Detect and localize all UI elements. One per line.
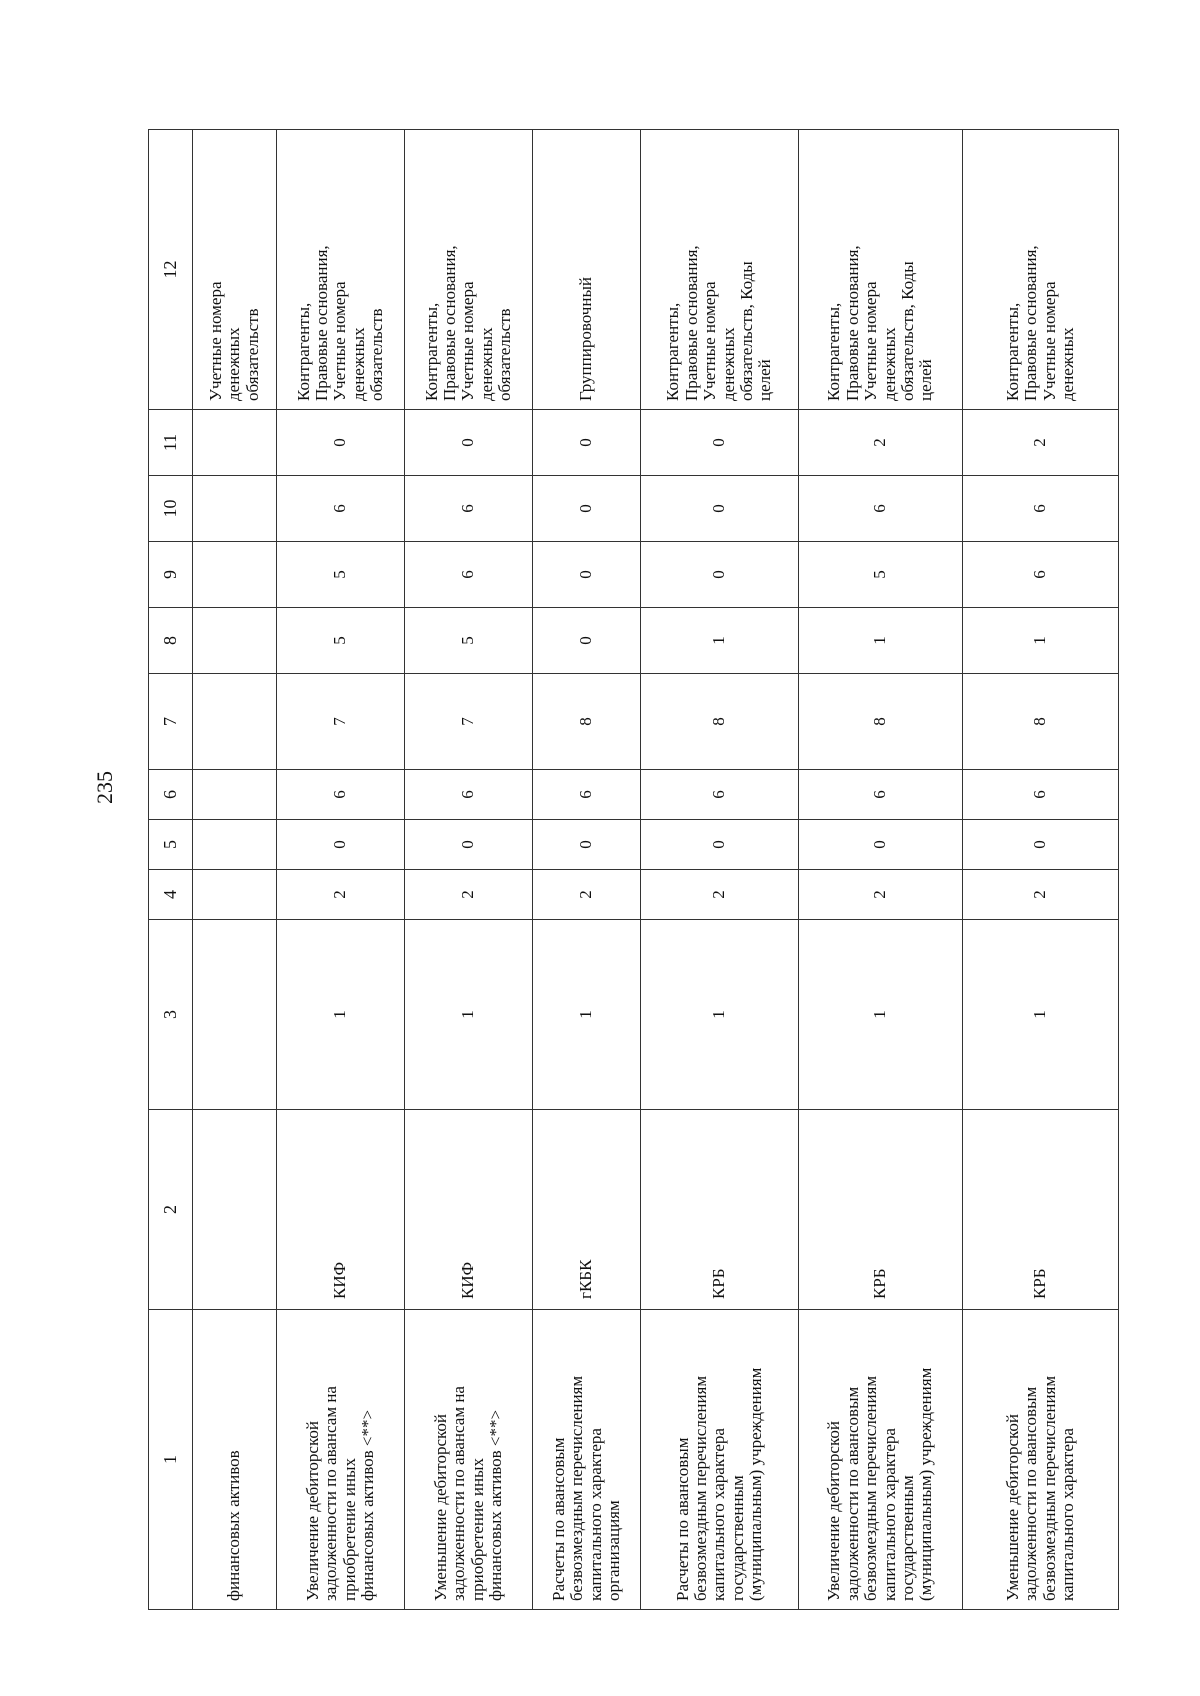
- cell-c4: 2: [963, 870, 1119, 920]
- cell-c8: [193, 608, 277, 674]
- header-row: [149, 130, 193, 1610]
- cell-c11: [193, 410, 277, 476]
- col-header-12: 12: [149, 130, 193, 410]
- table-row: [963, 130, 1119, 1610]
- cell-c6: 6: [799, 770, 963, 820]
- cell-c4: 2: [533, 870, 641, 920]
- table-row: [277, 130, 405, 1610]
- cell-c8: 5: [405, 608, 533, 674]
- cell-c4: 2: [405, 870, 533, 920]
- cell-c3: [193, 920, 277, 1110]
- cell-c9: 0: [533, 542, 641, 608]
- cell-c10: 6: [963, 476, 1119, 542]
- cell-c10: 6: [405, 476, 533, 542]
- cell-name: Уменьшение дебиторской задолженности по авансовым безвозмездным перечислениям капитального характера: [963, 1310, 1119, 1610]
- col-header-6: 6: [149, 770, 193, 820]
- cell-c4: [193, 870, 277, 920]
- cell-c11: 0: [277, 410, 405, 476]
- cell-c7: 8: [533, 674, 641, 770]
- cell-c11: 0: [533, 410, 641, 476]
- cell-c8: 5: [277, 608, 405, 674]
- cell-c4: 2: [277, 870, 405, 920]
- cell-c7: 8: [963, 674, 1119, 770]
- cell-analytics: Контрагенты, Правовые основания, Учетные номера денежных обязательств: [405, 130, 533, 410]
- cell-c6: 6: [533, 770, 641, 820]
- cell-c10: 0: [641, 476, 799, 542]
- cell-c5: 0: [277, 820, 405, 870]
- cell-c8: 1: [963, 608, 1119, 674]
- cell-c7: 7: [277, 674, 405, 770]
- col-header-4: 4: [149, 870, 193, 920]
- cell-c8: 1: [799, 608, 963, 674]
- cell-c6: 6: [963, 770, 1119, 820]
- cell-c9: 0: [641, 542, 799, 608]
- col-header-9: 9: [149, 542, 193, 608]
- cell-c9: 6: [963, 542, 1119, 608]
- cell-c11: 0: [641, 410, 799, 476]
- page-number: 235: [92, 771, 117, 804]
- col-header-7: 7: [149, 674, 193, 770]
- table-row: [193, 130, 277, 1610]
- accounts-table: [148, 129, 1119, 1610]
- col-header-5: 5: [149, 820, 193, 870]
- cell-c7: [193, 674, 277, 770]
- cell-name: Увеличение дебиторской задолженности по авансам на приобретение иных финансовых активов <**>: [277, 1310, 405, 1610]
- table-row: [799, 130, 963, 1610]
- cell-c8: 1: [641, 608, 799, 674]
- table-row: [405, 130, 533, 1610]
- cell-analytics: Учетные номера денежных обязательств: [193, 130, 277, 410]
- cell-c5: 0: [963, 820, 1119, 870]
- cell-code: [193, 1110, 277, 1310]
- cell-c4: 2: [641, 870, 799, 920]
- cell-code: КРБ: [799, 1110, 963, 1310]
- col-header-10: 10: [149, 476, 193, 542]
- cell-c6: [193, 770, 277, 820]
- cell-c11: 2: [963, 410, 1119, 476]
- cell-name: Увеличение дебиторской задолженности по авансовым безвозмездным перечислениям капитального характера государственным (муниципальным) учреждениям: [799, 1310, 963, 1610]
- cell-c8: 0: [533, 608, 641, 674]
- cell-code: гКБК: [533, 1110, 641, 1310]
- cell-c9: [193, 542, 277, 608]
- cell-name: Уменьшение дебиторской задолженности по авансам на приобретение иных финансовых активов <**>: [405, 1310, 533, 1610]
- col-header-2: 2: [149, 1110, 193, 1310]
- cell-c5: 0: [405, 820, 533, 870]
- cell-c11: 2: [799, 410, 963, 476]
- col-header-3: 3: [149, 920, 193, 1110]
- cell-c3: 1: [963, 920, 1119, 1110]
- cell-c4: 2: [799, 870, 963, 920]
- cell-c5: 0: [641, 820, 799, 870]
- cell-c5: [193, 820, 277, 870]
- col-header-11: 11: [149, 410, 193, 476]
- cell-name: Расчеты по авансовым безвозмездным перечислениям капитального характера организациям: [533, 1310, 641, 1610]
- cell-code: КИФ: [277, 1110, 405, 1310]
- cell-c10: 6: [799, 476, 963, 542]
- rotated-table-wrapper: [148, 130, 1114, 1610]
- cell-c6: 6: [277, 770, 405, 820]
- cell-c3: 1: [533, 920, 641, 1110]
- cell-c3: 1: [641, 920, 799, 1110]
- cell-c7: 8: [641, 674, 799, 770]
- col-header-8: 8: [149, 608, 193, 674]
- cell-c10: 6: [277, 476, 405, 542]
- table-row: [533, 130, 641, 1610]
- cell-c9: 5: [277, 542, 405, 608]
- cell-c5: 0: [799, 820, 963, 870]
- cell-analytics: Контрагенты, Правовые основания, Учетные номера денежных обязательств, Коды целей: [641, 130, 799, 410]
- cell-c10: 0: [533, 476, 641, 542]
- cell-analytics: Группировочный: [533, 130, 641, 410]
- cell-analytics: Контрагенты, Правовые основания, Учетные номера денежных обязательств: [277, 130, 405, 410]
- cell-code: КРБ: [641, 1110, 799, 1310]
- cell-name: финансовых активов: [193, 1310, 277, 1610]
- cell-code: КИФ: [405, 1110, 533, 1310]
- cell-c9: 5: [799, 542, 963, 608]
- cell-c11: 0: [405, 410, 533, 476]
- table-row: [641, 130, 799, 1610]
- cell-c7: 8: [799, 674, 963, 770]
- col-header-1: 1: [149, 1310, 193, 1610]
- cell-c3: 1: [277, 920, 405, 1110]
- cell-name: Расчеты по авансовым безвозмездным перечислениям капитального характера государственным (муниципальным) учреждениям: [641, 1310, 799, 1610]
- cell-c3: 1: [799, 920, 963, 1110]
- cell-c9: 6: [405, 542, 533, 608]
- cell-c7: 7: [405, 674, 533, 770]
- cell-c6: 6: [405, 770, 533, 820]
- cell-analytics: Контрагенты, Правовые основания, Учетные номера денежных: [963, 130, 1119, 410]
- cell-code: КРБ: [963, 1110, 1119, 1310]
- cell-c10: [193, 476, 277, 542]
- cell-analytics: Контрагенты, Правовые основания, Учетные номера денежных обязательств, Коды целей: [799, 130, 963, 410]
- cell-c3: 1: [405, 920, 533, 1110]
- cell-c5: 0: [533, 820, 641, 870]
- cell-c6: 6: [641, 770, 799, 820]
